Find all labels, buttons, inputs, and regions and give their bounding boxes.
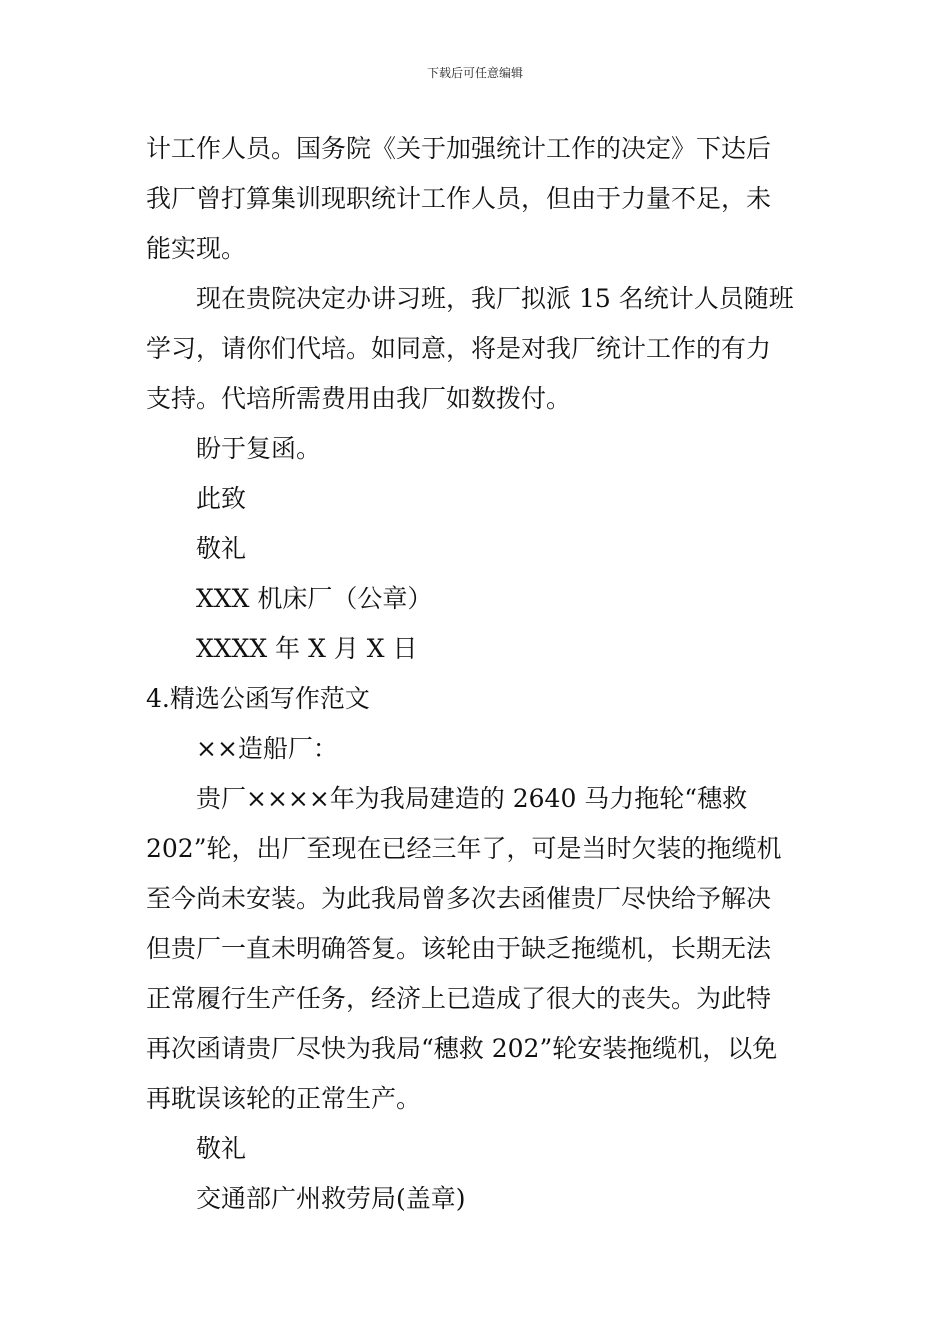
paragraph-line: 计工作人员。国务院《关于加强统计工作的决定》下达后: [146, 134, 772, 163]
paragraph-line: 202”轮，出厂至现在已经三年了，可是当时欠装的拖缆机: [146, 834, 782, 863]
closing-line: 敬礼: [196, 1134, 247, 1163]
page-header: 下载后可任意编辑: [426, 66, 523, 80]
document-body: [146, 124, 816, 1224]
paragraph-line: 至今尚未安装。为此我局曾多次去函催贵厂尽快给予解决: [146, 884, 772, 913]
paragraph-line: 学习，请你们代培。如同意，将是对我厂统计工作的有力: [146, 334, 772, 363]
paragraph-line: 再耽误该轮的正常生产。: [146, 1084, 422, 1113]
paragraph-line: 正常履行生产任务，经济上已造成了很大的丧失。为此特: [146, 984, 772, 1013]
paragraph-line: 贵厂××××年为我局建造的 2640 马力拖轮“穗救: [196, 784, 748, 813]
paragraph-line: 再次函请贵厂尽快为我局“穗救 202”轮安装拖缆机，以免: [146, 1034, 778, 1063]
closing-line: 盼于复函。: [196, 434, 322, 463]
section-heading: 4.精选公函写作范文: [146, 684, 370, 713]
paragraph-line: 我厂曾打算集训现职统计工作人员，但由于力量不足，未: [146, 184, 772, 213]
closing-line: 敬礼: [196, 534, 247, 563]
date-line: XXXX 年 X 月 X 日: [196, 634, 418, 663]
paragraph-line: 现在贵院决定办讲习班，我厂拟派 15 名统计人员随班: [196, 284, 794, 313]
closing-line: 此致: [196, 484, 247, 513]
paragraph-line: 但贵厂一直未明确答复。该轮由于缺乏拖缆机，长期无法: [146, 934, 772, 963]
paragraph-line: 支持。代培所需费用由我厂如数拨付。: [146, 384, 572, 413]
salutation-line: ××造船厂：: [196, 734, 338, 763]
signature-line: XXX 机床厂（公章）: [196, 584, 433, 613]
paragraph-line: 能实现。: [146, 234, 247, 263]
signature-line: 交通部广州救劳局(盖章): [196, 1184, 466, 1213]
